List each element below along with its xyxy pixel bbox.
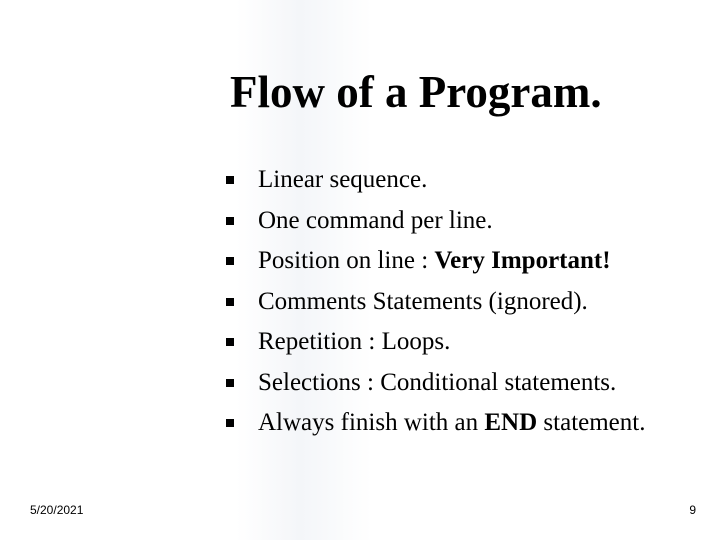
bullet-text-part: Linear sequence.: [258, 166, 428, 194]
square-bullet-icon: [226, 217, 234, 225]
square-bullet-icon: [226, 419, 234, 427]
bullet-text: [258, 368, 616, 398]
bullet-text: [258, 246, 611, 276]
bullet-text-part: One command per line.: [258, 206, 493, 234]
bullet-item: [224, 282, 645, 323]
bullet-item: [224, 241, 645, 282]
bullet-text: [258, 327, 450, 357]
bullet-text-part: Selections : Conditional statements.: [258, 368, 617, 396]
bullet-item: [224, 201, 645, 242]
bullet-text: [258, 206, 493, 236]
bullet-text-bold: Very Important!: [434, 247, 611, 275]
square-bullet-icon: [226, 176, 234, 184]
bullet-text-part: Repetition : Loops.: [258, 328, 451, 356]
bullet-text-part: Position on line :: [258, 247, 435, 275]
footer-date: 5/20/2021: [30, 503, 84, 517]
bullet-item: [224, 403, 645, 444]
bullet-text-part: Comments Statements (ignored).: [258, 287, 588, 315]
square-bullet-icon: [226, 257, 234, 265]
bullet-text-part: Always finish with an: [258, 409, 485, 437]
bullet-item: [224, 322, 645, 363]
square-bullet-icon: [226, 298, 234, 306]
page-number: 9: [689, 503, 696, 517]
bullet-list: [224, 160, 645, 444]
bullet-text: [258, 408, 645, 438]
square-bullet-icon: [226, 338, 234, 346]
slide-title: Flow of a Program.: [230, 67, 602, 117]
bullet-item: [224, 160, 645, 201]
bullet-item: [224, 363, 645, 404]
bullet-text: [258, 287, 588, 317]
bullet-text: [258, 165, 427, 195]
square-bullet-icon: [226, 379, 234, 387]
bullet-text-bold: END: [484, 409, 538, 437]
bullet-text-part: statement.: [537, 409, 646, 437]
